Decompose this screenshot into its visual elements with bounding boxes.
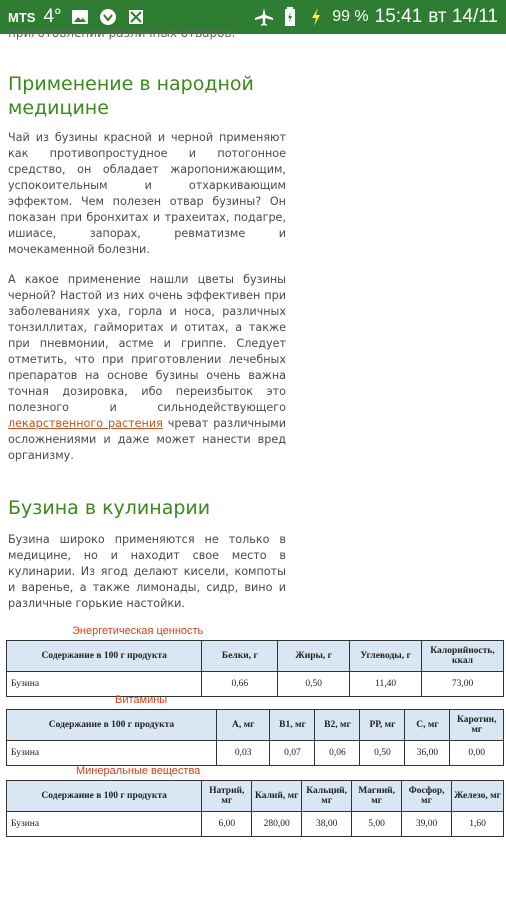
- table-cell: 5,00: [352, 812, 402, 837]
- image-icon: [70, 7, 90, 27]
- carrier-label: MTS: [8, 9, 36, 25]
- table-cell: 39,00: [402, 812, 452, 837]
- medicinal-plant-link[interactable]: лекарственного растения: [8, 417, 163, 430]
- article-content[interactable]: [0, 26, 506, 866]
- header-cell: Содержание в 100 г продукта: [7, 781, 202, 812]
- header-cell: В1, мг: [270, 710, 315, 741]
- airplane-icon: [254, 7, 274, 27]
- header-cell: Каротин, мг: [450, 710, 504, 741]
- battery-percent: 99 %: [332, 8, 369, 25]
- table-cell: 0,50: [278, 672, 350, 697]
- table-cell: 0,06: [315, 741, 360, 766]
- status-bar-right: [254, 6, 506, 28]
- temperature-label: 4°: [43, 6, 62, 27]
- paragraph-medicine-2: [8, 272, 286, 464]
- header-cell: Магний, мг: [352, 781, 402, 812]
- paragraph-text: А какое применение нашли цветы бузины черной? Настой из них очень эффективен при заболеваниях уха, горла и носа, различных тонзиллитах, гайморитах и отитах, а также при пневмонии, астме и гриппе. Следует отметить, что при приготовлении лечебных препаратов на основе бузины очень важна точная дозировка, ибо переизбыток это полезного и сильнодействующего: [8, 273, 286, 414]
- header-cell: Жиры, г: [278, 641, 350, 672]
- battery-icon: [280, 7, 300, 27]
- clock-time: 15:41: [374, 6, 423, 27]
- table-cell: 0,50: [360, 741, 405, 766]
- header-cell: Содержание в 100 г продукта: [7, 710, 217, 741]
- shield-icon: [98, 7, 118, 27]
- table-cell: 73,00: [422, 672, 504, 697]
- header-cell: Фосфор, мг: [402, 781, 452, 812]
- header-cell: Углеводы, г: [350, 641, 422, 672]
- energy-table: [6, 640, 504, 697]
- table-cell: 36,00: [405, 741, 450, 766]
- table-cell: 0,00: [450, 741, 504, 766]
- header-cell: Белки, г: [202, 641, 278, 672]
- table-header-row: [7, 781, 504, 812]
- table-cell: 1,60: [452, 812, 504, 837]
- clock-date: вт 14/11: [428, 6, 498, 27]
- minerals-table: [6, 780, 504, 837]
- table-row: [7, 672, 504, 697]
- table-row: [7, 741, 504, 766]
- header-cell: Содержание в 100 г продукта: [7, 641, 202, 672]
- table-cell: 11,40: [350, 672, 422, 697]
- minerals-table-title: Минеральные вещества: [76, 765, 201, 777]
- header-cell: В2, мг: [315, 710, 360, 741]
- table-row: [7, 812, 504, 837]
- table-cell: 0,07: [270, 741, 315, 766]
- header-cell: А, мг: [216, 710, 270, 741]
- header-cell: Железо, мг: [452, 781, 504, 812]
- header-cell: РР, мг: [360, 710, 405, 741]
- table-cell: Бузина: [7, 672, 202, 697]
- table-cell: 6,00: [202, 812, 252, 837]
- heading-folk-medicine: Применение в народной медицине: [8, 73, 254, 119]
- table-cell: 0,03: [216, 741, 270, 766]
- header-cell: Кальций, мг: [302, 781, 352, 812]
- paragraph-medicine-1: Чай из бузины красной и черной применяют как противопростудное и потогонное средство, он обладает жаропонижающим, успокоительным и отхаркивающим эффектом. Чем полезен отвар бузины? Он показан при бронхитах и трахеитах, подагре, ишиасе, запорах, ревматизме и мочекаменной болезни.: [8, 131, 286, 256]
- header-cell: Натрий, мг: [202, 781, 252, 812]
- header-cell: Калорийность, ккал: [422, 641, 504, 672]
- table-cell: 38,00: [302, 812, 352, 837]
- header-cell: С, мг: [405, 710, 450, 741]
- table-cell: Бузина: [7, 741, 217, 766]
- charging-icon: [306, 7, 326, 27]
- table-header-row: [7, 710, 504, 741]
- status-bar-left: [0, 6, 146, 28]
- heading-culinary: Бузина в кулинарии: [8, 497, 211, 519]
- grid-icon: [126, 7, 146, 27]
- bottom-blank-area: [0, 866, 506, 900]
- vitamins-table-title: Витамины: [115, 694, 168, 706]
- vitamins-table: [6, 709, 504, 766]
- table-cell: 280,00: [252, 812, 302, 837]
- table-cell: 0,66: [202, 672, 278, 697]
- table-header-row: [7, 641, 504, 672]
- energy-table-title: Энергетическая ценность: [72, 625, 204, 637]
- paragraph-culinary: Бузина широко применяются не только в медицине, но и находит свое место в кулинарии. Из ягод делают кисели, компоты и варенье, а также лимонады, сидр, вино и различные горькие настойки.: [8, 533, 286, 610]
- previous-text-fragment: приготовлении различных отваров.: [8, 26, 236, 40]
- header-cell: Калий, мг: [252, 781, 302, 812]
- table-cell: Бузина: [7, 812, 202, 837]
- paragraph-text: чреват различными осложнениями и даже может нанести вред организму.: [8, 417, 287, 462]
